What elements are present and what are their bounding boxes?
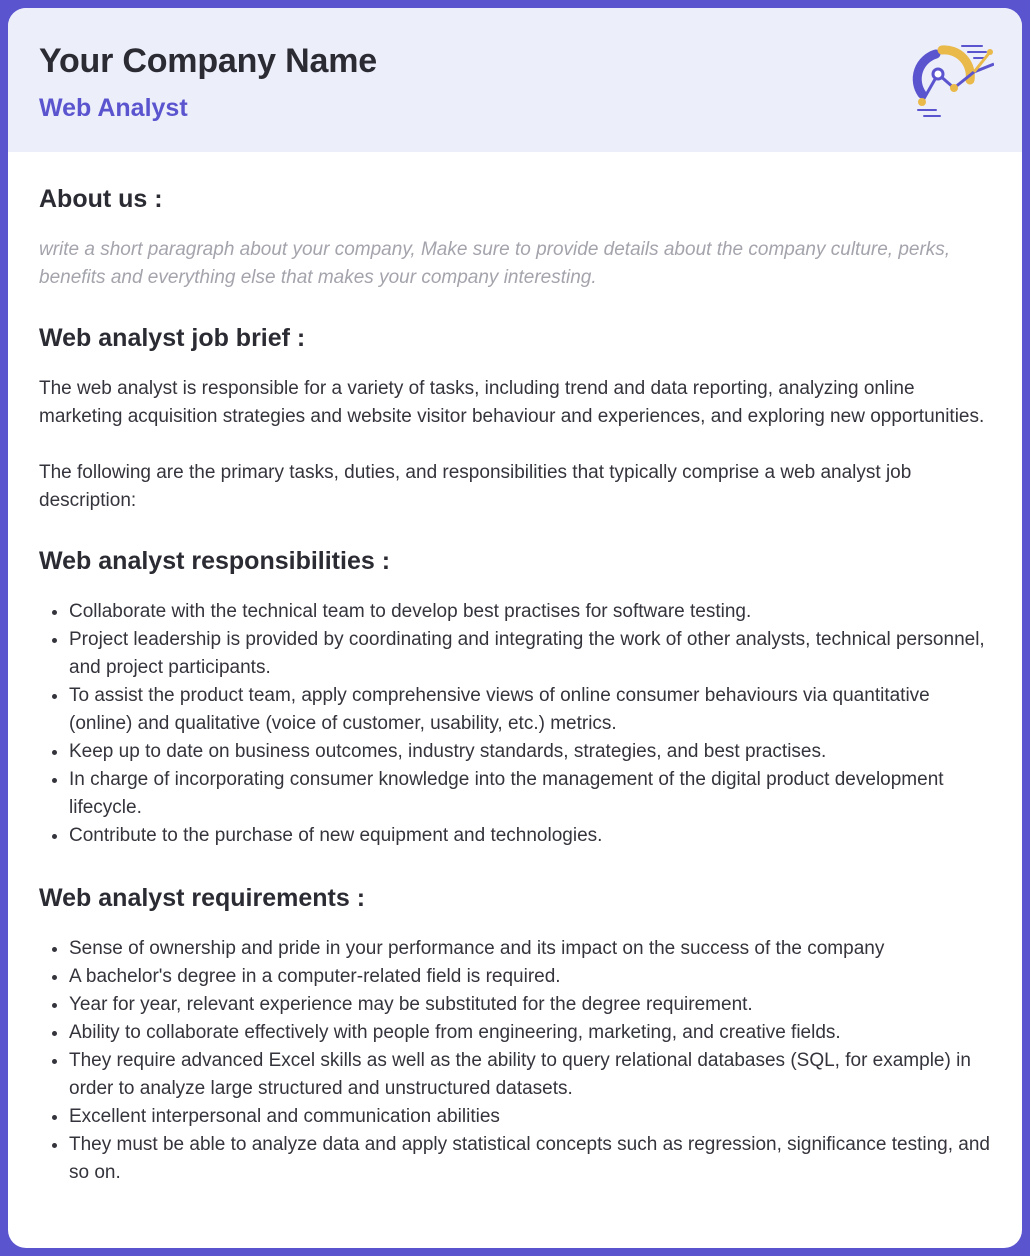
list-item: • Sense of ownership and pride in your performance and its impact on the success of the company [69, 935, 991, 963]
list-item: • Keep up to date on business outcomes, industry standards, strategies, and best practises. [69, 738, 991, 766]
list-item: • To assist the product team, apply comprehensive views of online consumer behaviours via quantitative (online) and qualitative (voice of customer, usability, etc.) metrics. [69, 682, 991, 738]
requirements-list [39, 935, 991, 1187]
about-heading: About us : [39, 185, 163, 213]
responsibilities-list [39, 598, 991, 850]
job-title: Web Analyst [39, 94, 188, 122]
job-brief-heading: Web analyst job brief : [39, 324, 306, 352]
job-description-card [8, 8, 1022, 1248]
about-text: write a short paragraph about your company, Make sure to provide details about the company culture, perks, benefits and everything else that makes your company interesting. [39, 239, 951, 288]
requirements-heading: Web analyst requirements : [39, 884, 366, 912]
company-name: Your Company Name [39, 42, 377, 80]
list-item: • They must be able to analyze data and apply statistical concepts such as regression, significance testing, and so on. [69, 1131, 991, 1187]
list-item: • Collaborate with the technical team to develop best practises for software testing. [69, 598, 991, 626]
list-item: • They require advanced Excel skills as well as the ability to query relational databases (SQL, for example) in order to analyze large structured and unstructured datasets. [69, 1047, 991, 1103]
analytics-chart-icon [904, 36, 994, 120]
list-item: • Excellent interpersonal and communication abilities [69, 1103, 991, 1131]
list-item: • Contribute to the purchase of new equipment and technologies. [69, 822, 991, 850]
list-item: • Project leadership is provided by coordinating and integrating the work of other analysts, technical personnel, and project participants. [69, 626, 991, 682]
content [8, 152, 1022, 1187]
list-item: • A bachelor's degree in a computer-related field is required. [69, 963, 991, 991]
job-brief-paragraph: The web analyst is responsible for a variety of tasks, including trend and data reporting, analyzing online marketing acquisition strategies and website visitor behaviour and experiences, and exploring new opportunities. [39, 378, 985, 427]
job-brief-paragraph: The following are the primary tasks, duties, and responsibilities that typically comprise a web analyst job description: [39, 462, 912, 511]
list-item: • Ability to collaborate effectively with people from engineering, marketing, and creative fields. [69, 1019, 991, 1047]
responsibilities-heading: Web analyst responsibilities : [39, 547, 391, 575]
header [8, 8, 1022, 152]
list-item: • Year for year, relevant experience may be substituted for the degree requirement. [69, 991, 991, 1019]
list-item: • In charge of incorporating consumer knowledge into the management of the digital product development lifecycle. [69, 766, 991, 822]
